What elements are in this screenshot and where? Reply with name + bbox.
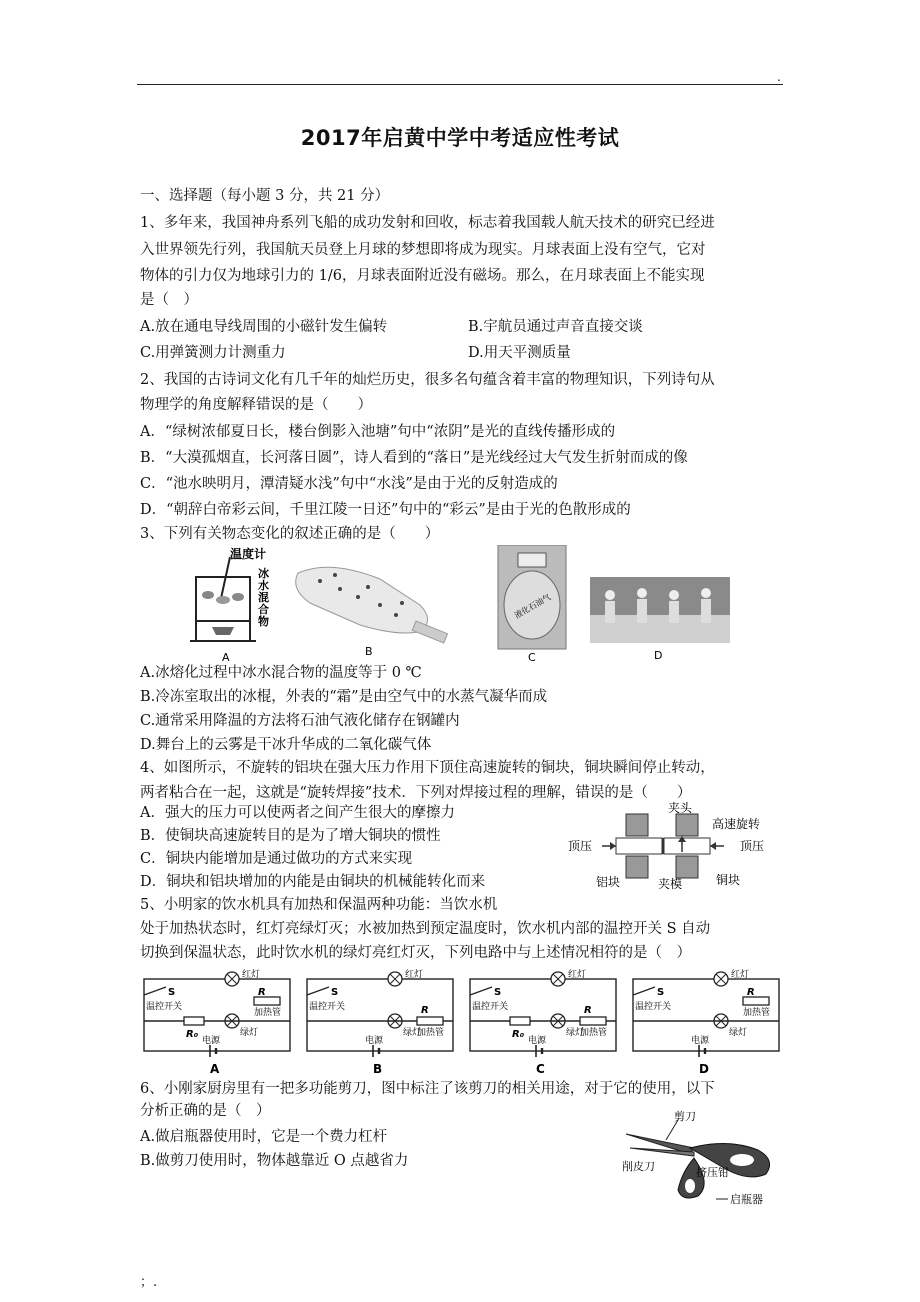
q4-fig-label-jiamo: 夹模: [658, 877, 683, 891]
q3-fig-mix-char: 合: [258, 603, 269, 616]
q5-circuit-figure: [140, 965, 785, 1077]
circuit-r-label: R: [584, 1005, 592, 1016]
q4-figure: [566, 800, 781, 892]
q2-line2: 物理学的角度解释错误的是（ ）: [140, 397, 372, 413]
circuit-switch-label: 温控开关: [146, 1002, 183, 1012]
q4-line1: 4、如图所示，不旋转的铝块在强大压力作用下顶住高速旋转的铜块，铜块瞬间停止转动，: [140, 760, 715, 776]
q6-line1: 6、小刚家厨房里有一把多功能剪刀，图中标注了该剪刀的相关用途，对于它的使用，以下: [140, 1081, 715, 1097]
q3-option-c: C.通常采用降温的方法将石油气液化储存在钢罐内: [140, 713, 460, 729]
switch-blade: [307, 987, 329, 995]
resistor-symbol: [580, 1017, 606, 1025]
circuit-power-label: 电源: [691, 1036, 710, 1046]
circuit-green-lamp-label: 绿灯: [729, 1028, 748, 1038]
q6-fig-label-jiya: 挤压钳: [696, 1166, 729, 1179]
q4-fig-label-jiatou: 夹头: [668, 801, 693, 815]
resistor-symbol: [184, 1017, 204, 1025]
circuit-r-label: R: [747, 987, 755, 998]
q2-option-b: B．“大漠孤烟直，长河落日圆”，诗人看到的“落日”是光线经过大气发生折射而成的像: [140, 450, 688, 466]
q3-option-b: B.冷冻室取出的冰棍，外表的“霜”是由空气中的水蒸气凝华而成: [140, 689, 548, 705]
circuit-s-label: S: [657, 987, 665, 998]
q3-fig-thermometer-label: 温度计: [230, 547, 267, 561]
q4-fig-label-dingya-right: 顶压: [740, 839, 765, 853]
header-rule: [137, 84, 783, 85]
footer-marks: ；.: [140, 1275, 158, 1290]
circuit-option-label: C: [536, 1062, 545, 1076]
circuit-green-lamp-label: 绿灯: [403, 1028, 422, 1038]
circuit-option-label: B: [373, 1062, 383, 1076]
section-heading: 一、选择题（每小题 3 分，共 21 分）: [140, 188, 390, 204]
q3-fig-mix-char: 冰: [258, 567, 269, 580]
resistor-symbol: [510, 1017, 530, 1025]
q1-option-a: A.放在通电导线周围的小磁针发生偏转: [140, 319, 388, 335]
q3-fig-label-a: A: [222, 651, 230, 664]
circuit-r-label: R: [421, 1005, 429, 1016]
q3-fig-mix-char: 混: [258, 591, 269, 604]
q3-fig-c-canister: [498, 545, 566, 664]
q2-option-d: D．“朝辞白帝彩云间，千里江陵一日还”句中的“彩云”是由于光的色散形成的: [140, 502, 631, 518]
resistor-symbol: [254, 997, 280, 1005]
circuit-heater-label: 加热管: [743, 1008, 771, 1018]
q6-fig-label-jiandao: 剪刀: [674, 1110, 696, 1123]
circuit-heater-label: 加热管: [254, 1008, 282, 1018]
q5-line2: 处于加热状态时，红灯亮绿灯灭；水被加热到预定温度时，饮水机内部的温控开关 S 自动: [140, 921, 711, 937]
q3-fig-label-b: B: [365, 645, 373, 658]
q3-fig-mix-char: 物: [258, 615, 269, 628]
circuit-heater-label: 加热管: [580, 1028, 608, 1038]
q2-option-a: A．“绿树浓郁夏日长，楼台倒影入池塘”句中“浓阴”是光的直线传播形成的: [140, 424, 616, 440]
q1-line3: 物体的引力仅为地球引力的 1/6，月球表面附近没有磁场。那么，在月球表面上不能实现: [140, 268, 705, 284]
q3-fig-label-c: C: [528, 651, 536, 664]
circuit-r0-label: R₀: [186, 1029, 199, 1040]
q2-line1: 2、我国的古诗词文化有几千年的灿烂历史，很多名句蕴含着丰富的物理知识，下列诗句从: [140, 372, 715, 388]
resistor-symbol: [417, 1017, 443, 1025]
circuit-s-label: S: [168, 987, 176, 998]
switch-blade: [470, 987, 492, 995]
q5-line1: 5、小明家的饮水机具有加热和保温两种功能：当饮水机: [140, 897, 498, 913]
circuit-red-lamp-label: 红灯: [242, 970, 261, 980]
header-dot: .: [777, 70, 781, 84]
circuit-switch-label: 温控开关: [309, 1002, 346, 1012]
q4-option-b: B．使铜块高速旋转目的是为了增大铜块的惯性: [140, 828, 441, 844]
circuit-s-label: S: [331, 987, 339, 998]
circuit-red-lamp-label: 红灯: [568, 970, 587, 980]
q3-fig-mix-char: 水: [258, 579, 269, 592]
q6-scissors-figure: [620, 1108, 790, 1208]
q3-figure: [190, 545, 750, 665]
q1-line4: 是（ ）: [140, 292, 198, 308]
q4-option-a: A．强大的压力可以使两者之间产生很大的摩擦力: [140, 805, 455, 821]
q6-fig-label-xiepi: 削皮刀: [622, 1160, 655, 1173]
q4-fig-label-tong: 铜块: [716, 873, 741, 887]
circuit-switch-label: 温控开关: [472, 1002, 509, 1012]
page-title: 2017年启黄中学中考适应性考试: [300, 126, 620, 150]
q3-fig-canister-label: 液化石油气: [513, 592, 553, 621]
circuit-r0-label: R₀: [512, 1029, 525, 1040]
q3-fig-b-popsicle: [296, 567, 448, 658]
q1-option-b: B.宇航员通过声音直接交谈: [468, 319, 643, 335]
circuit-power-label: 电源: [202, 1036, 221, 1046]
q1-option-c: C.用弹簧测力计测重力: [140, 345, 286, 361]
q6-option-b: B.做剪刀使用时，物体越靠近 O 点越省力: [140, 1153, 409, 1169]
switch-blade: [633, 987, 655, 995]
q4-option-c: C．铜块内能增加是通过做功的方式来实现: [140, 851, 413, 867]
circuit-red-lamp-label: 红灯: [405, 970, 424, 980]
resistor-symbol: [743, 997, 769, 1005]
circuit-r-label: R: [258, 987, 266, 998]
q3-option-a: A.冰熔化过程中冰水混合物的温度等于 0 ℃: [140, 665, 422, 681]
circuit-s-label: S: [494, 987, 502, 998]
q6-line2: 分析正确的是（ ）: [140, 1103, 271, 1119]
circuit-option-label: D: [699, 1062, 709, 1076]
q4-fig-label-lv: 铝块: [596, 875, 621, 889]
q4-fig-label-xuanzhuan: 高速旋转: [712, 817, 761, 831]
q3-fig-d-stage: [590, 577, 730, 662]
q6-option-a: A.做启瓶器使用时，它是一个费力杠杆: [140, 1129, 388, 1145]
q1-option-d: D.用天平测质量: [468, 345, 571, 361]
q4-option-d: D．铜块和铝块增加的内能是由铜块的机械能转化而来: [140, 874, 486, 890]
q1-line1: 1、多年来，我国神舟系列飞船的成功发射和回收，标志着我国载人航天技术的研究已经进: [140, 215, 715, 231]
circuit-heater-label: 加热管: [417, 1028, 445, 1038]
q3-line1: 3、下列有关物态变化的叙述正确的是（ ）: [140, 526, 440, 542]
q5-line3: 切换到保温状态，此时饮水机的绿灯亮红灯灭，下列电路中与上述情况相符的是（ ）: [140, 945, 691, 961]
q2-option-c: C．“池水映明月，潭清疑水浅”句中“水浅”是由于光的反射造成的: [140, 476, 558, 492]
q4-line2: 两者粘合在一起，这就是“旋转焊接”技术．下列对焊接过程的理解，错误的是（ ）: [140, 785, 692, 801]
circuit-option-label: A: [210, 1062, 220, 1076]
switch-blade: [144, 987, 166, 995]
circuit-power-label: 电源: [528, 1036, 547, 1046]
q3-fig-label-d: D: [654, 649, 663, 662]
q1-line2: 入世界领先行列，我国航天员登上月球的梦想即将成为现实。月球表面上没有空气，它对: [140, 242, 706, 258]
circuit-red-lamp-label: 红灯: [731, 970, 750, 980]
q6-fig-label-qiping: 启瓶器: [730, 1193, 763, 1206]
q3-fig-a-beaker: [190, 546, 269, 664]
circuit-switch-label: 温控开关: [635, 1002, 672, 1012]
circuit-power-label: 电源: [365, 1036, 384, 1046]
q4-fig-label-dingya-left: 顶压: [568, 839, 593, 853]
circuit-green-lamp-label: 绿灯: [566, 1028, 585, 1038]
circuit-green-lamp-label: 绿灯: [240, 1028, 259, 1038]
q3-option-d: D.舞台上的云雾是干冰升华成的二氧化碳气体: [140, 737, 432, 753]
